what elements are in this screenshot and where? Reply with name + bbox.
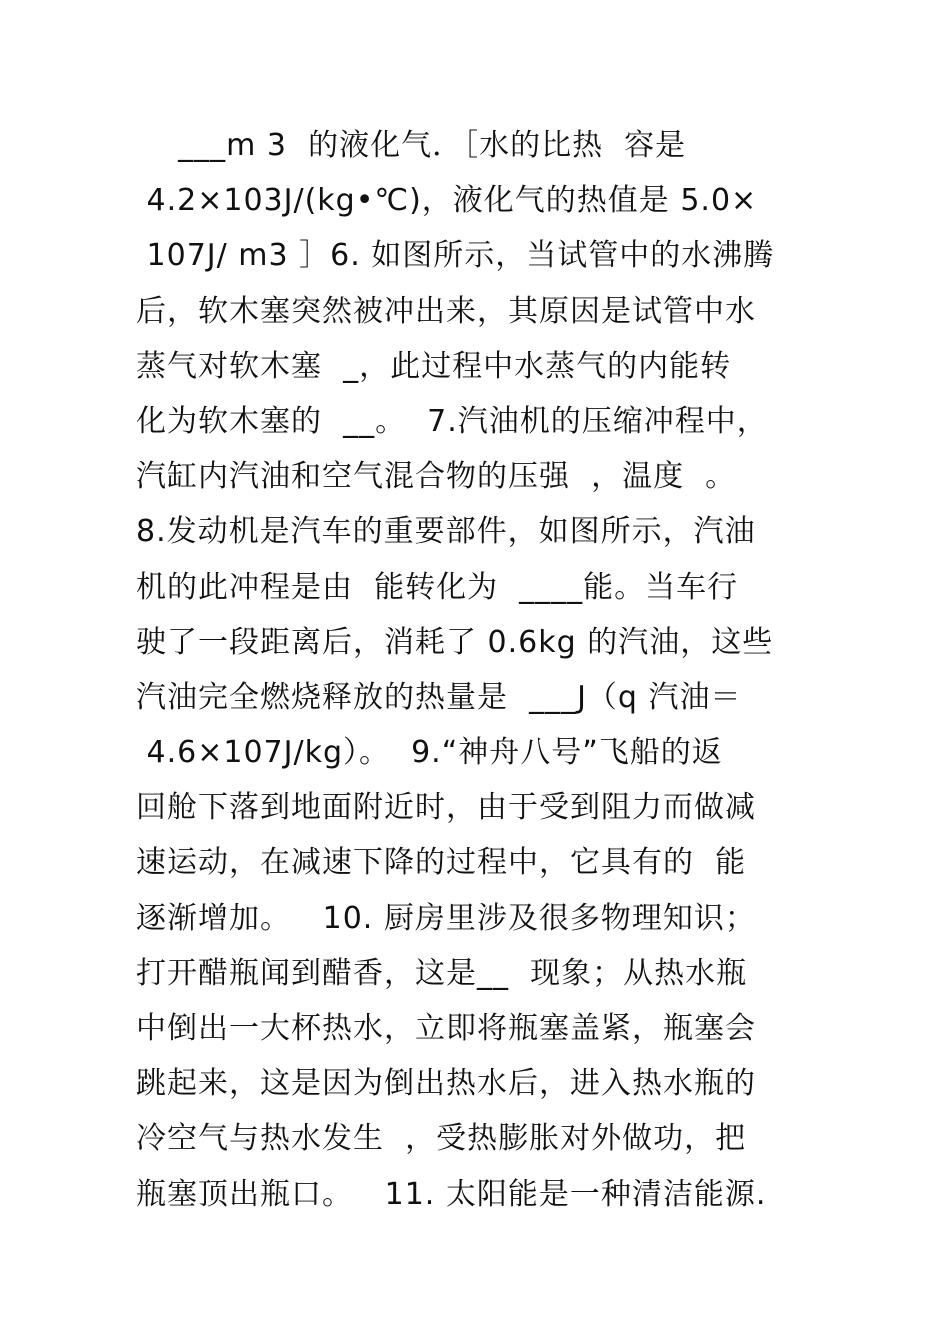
text-line: 107J/ m3 ］6. 如图所示，当试管中的水沸腾 — [136, 238, 775, 274]
text-line: 逐渐增加。 10. 厨房里涉及很多物理知识； — [136, 900, 756, 936]
text-line: 冷空气与热水发生 ，受热膨胀对外做功，把 — [136, 1121, 747, 1157]
text-line: 瓶塞顶出瓶口。 11. 太阳能是一种清洁能源. — [136, 1176, 767, 1212]
text-line: 蒸气对软木塞 _，此过程中水蒸气的内能转 — [136, 348, 732, 384]
text-line: 4.2×103J/(kg•℃)，液化气的热值是 5.0× — [136, 183, 758, 219]
text-line: 回舱下落到地面附近时，由于受到阻力而做减 — [136, 790, 756, 826]
exercise-text — [136, 118, 826, 1222]
text-line: 汽缸内汽油和空气混合物的压强 ，温度 。 — [136, 459, 737, 495]
text-line: 中倒出一大杯热水，立即将瓶塞盖紧，瓶塞会 — [136, 1011, 756, 1046]
text-line: 打开醋瓶闻到醋香，这是__ 现象；从热水瓶 — [136, 955, 748, 991]
text-line: 4.6×107J/kg）。 9.“神舟八号”飞船的返 — [136, 735, 723, 771]
text-line: 后，软木塞突然被冲出来，其原因是试管中水 — [136, 293, 756, 329]
text-line: 速运动，在减速下降的过程中，它具有的 能 — [136, 845, 747, 881]
text-line: 化为软木塞的 __。 7.汽油机的压缩冲程中， — [136, 403, 768, 439]
text-line: ___m 3 的液化气．［水的比热 容是 — [136, 128, 687, 163]
text-line: 跳起来，这是因为倒出热水后，进入热水瓶的 — [136, 1066, 756, 1102]
text-line: 机的此冲程是由 能转化为 ____能。当车行 — [136, 569, 739, 605]
text-line: 8.发动机是汽车的重要部件，如图所示，汽油 — [136, 514, 756, 550]
text-line: 驶了一段距离后，消耗了 0.6kg 的汽油，这些 — [136, 624, 774, 660]
text-line: 汽油完全燃烧释放的热量是 ___J（q 汽油＝ — [136, 679, 742, 715]
